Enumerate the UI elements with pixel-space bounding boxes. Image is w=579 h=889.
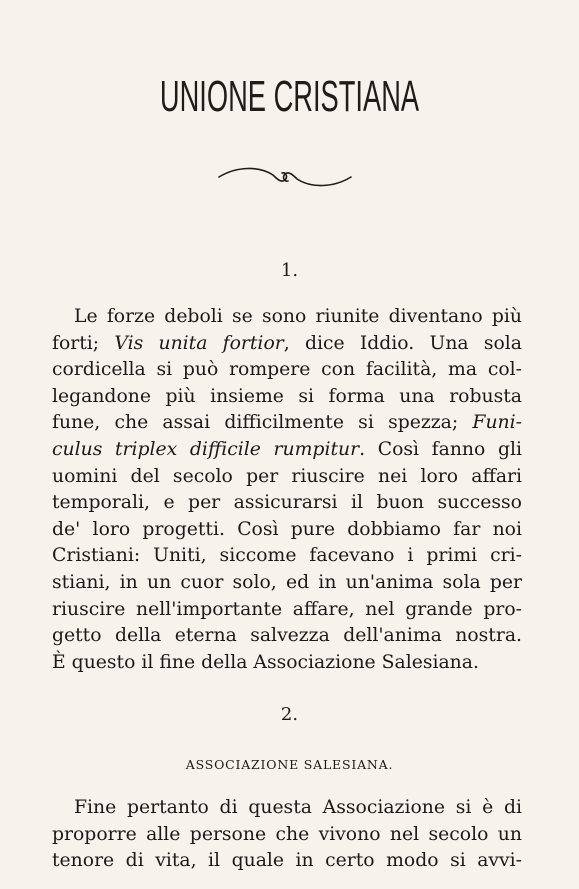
flourish-ornament-icon bbox=[215, 160, 355, 194]
text-line: forti; Vis unita fortior, dice Iddio. Una sola bbox=[52, 332, 522, 354]
text-line: Fine pertanto di questa Associazione si è di bbox=[74, 797, 522, 818]
text-line: uomini del secolo per riuscire nei loro affari bbox=[52, 465, 522, 487]
text-line: Cristiani: Uniti, siccome facevano i primi cri- bbox=[52, 545, 522, 567]
latin-quote: culus triplex difficile rumpitur bbox=[52, 438, 360, 460]
text-line: proporre alle persone che vivono nel secolo un bbox=[52, 823, 522, 845]
section-heading: ASSOCIAZIONE SALESIANA. bbox=[185, 757, 394, 772]
section-number-1: 1. bbox=[280, 260, 299, 281]
text-line: de' loro progetti. Così pure dobbiamo far noi bbox=[52, 518, 522, 540]
text-line: stiani, in un cuor solo, ed in un'anima sola per bbox=[52, 571, 522, 593]
text-line: temporali, e per assicurarsi il buon successo bbox=[52, 492, 522, 514]
latin-quote: Vis unita fortior bbox=[114, 332, 284, 354]
text-line: È questo il fine della Associazione Salesiana. bbox=[52, 651, 479, 673]
text-line: culus triplex difficile rumpitur. Così fanno gli bbox=[52, 438, 523, 460]
section-1-paragraph bbox=[52, 304, 522, 676]
section-2-paragraph bbox=[52, 795, 522, 875]
latin-quote: Funi- bbox=[472, 412, 522, 434]
text-line: legandone più insieme si forma una robusta bbox=[52, 385, 522, 407]
text-line: Le forze deboli se sono riunite diventano più bbox=[74, 306, 522, 327]
page-title: UNIONE CRISTIANA bbox=[159, 72, 420, 121]
text-line: fune, che assai difficilmente si spezza; Funi- bbox=[52, 412, 522, 434]
text-line: tenore di vita, il quale in certo modo si avvi- bbox=[52, 850, 522, 872]
text-line: cordicella si può rompere con facilità, ma col- bbox=[52, 359, 522, 381]
text-line: riuscire nell'importante affare, nel grande pro- bbox=[52, 598, 522, 620]
text-line: getto della eterna salvezza dell'anima nostra. bbox=[52, 625, 522, 647]
section-number-2: 2. bbox=[280, 704, 299, 725]
